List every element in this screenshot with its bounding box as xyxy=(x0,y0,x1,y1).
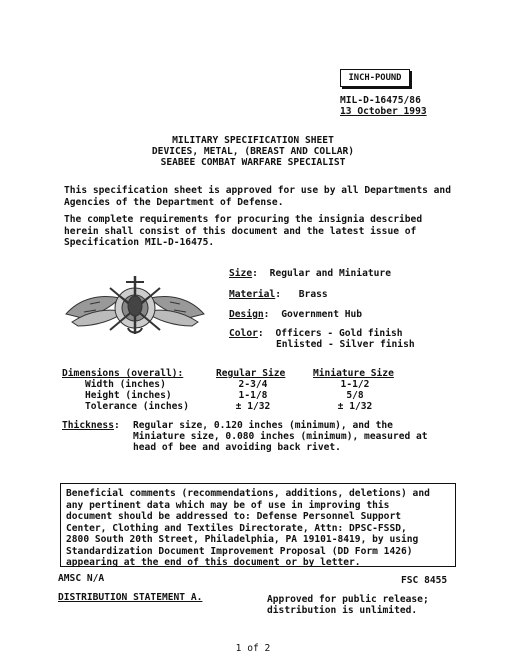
comments-line-5: 2800 South 20th Street, Philadelphia, PA 19101-8419, by using xyxy=(66,534,419,545)
comments-box xyxy=(60,483,456,567)
approved-line-2: distribution is unlimited. xyxy=(267,605,418,616)
thickness-line-1: Regular size, 0.120 inches (minimum), and the xyxy=(133,420,393,431)
height-label: Height (inches) xyxy=(85,390,172,401)
color-enlisted: Enlisted - Silver finish xyxy=(276,339,415,350)
material-label: Material xyxy=(229,289,276,300)
comments-line-1: Beneficial comments (recommendations, additions, deletions) and xyxy=(66,488,430,499)
color-label: Color xyxy=(229,328,258,339)
miniature-size-header: Miniature Size xyxy=(313,368,394,379)
title-line-1: MILITARY SPECIFICATION SHEET xyxy=(172,135,334,146)
intro-paragraph-2: The complete requirements for procuring the insignia described herein shall consist of this document and the latest issue of Specification MIL-D-16475. xyxy=(64,214,423,248)
tolerance-label: Tolerance (inches) xyxy=(85,401,189,412)
amsc-label: AMSC N/A xyxy=(58,573,105,584)
document-id: MIL-D-16475/86 xyxy=(340,95,421,106)
height-regular: 1-1/8 xyxy=(238,390,268,401)
width-label: Width (inches) xyxy=(85,379,166,390)
dimensions-heading: Dimensions (overall): xyxy=(62,368,184,379)
inch-pound-badge: INCH-POUND xyxy=(340,69,410,87)
size-value: Regular and Miniature xyxy=(269,268,391,279)
comments-line-6: Standardization Document Improvement Proposal (DD Form 1426) xyxy=(66,545,413,557)
seabee-insignia-image xyxy=(60,268,210,340)
design-value: Government Hub xyxy=(281,309,363,320)
thickness-line-3: head of bee and avoiding back rivet. xyxy=(133,442,341,453)
document-date: 13 October 1993 xyxy=(340,106,427,117)
size-label: Size xyxy=(229,268,253,279)
comments-line-7: appearing at the end of this document or by letter. xyxy=(66,557,361,568)
thickness-label: Thickness xyxy=(62,420,114,431)
distribution-statement: DISTRIBUTION STATEMENT A. xyxy=(58,592,203,603)
material-value: Brass xyxy=(298,289,328,300)
fsc-label: FSC 8455 xyxy=(401,575,448,586)
page-number: 1 of 2 xyxy=(235,643,271,654)
thickness-line-2: Miniature size, 0.080 inches (minimum), measured at xyxy=(133,431,428,442)
color-officers: Officers - Gold finish xyxy=(275,328,403,339)
regular-size-header: Regular Size xyxy=(216,368,286,379)
height-miniature: 5/8 xyxy=(346,390,364,401)
comments-line-2: any pertinent data which may be of use in improving this xyxy=(66,499,390,511)
comments-line-3: document should be addressed to: Defense Personnel Support xyxy=(66,511,402,522)
width-regular: 2-3/4 xyxy=(238,379,268,390)
title-line-3: SEABEE COMBAT WARFARE SPECIALIST xyxy=(160,157,346,168)
width-miniature: 1-1/2 xyxy=(340,379,370,390)
tolerance-regular: ± 1/32 xyxy=(235,401,271,412)
approved-line-1: Approved for public release; xyxy=(267,594,429,605)
comments-line-4: Center, Clothing and Textiles Directorate, Attn: DPSC-FSSD, xyxy=(66,522,407,534)
tolerance-miniature: ± 1/32 xyxy=(337,401,373,412)
title-line-2: DEVICES, METAL, (BREAST AND COLLAR) xyxy=(151,146,355,157)
design-label: Design xyxy=(229,309,264,320)
intro-paragraph-1: This specification sheet is approved for use by all Departments and Agencies of the Department of Defense. xyxy=(64,185,451,208)
